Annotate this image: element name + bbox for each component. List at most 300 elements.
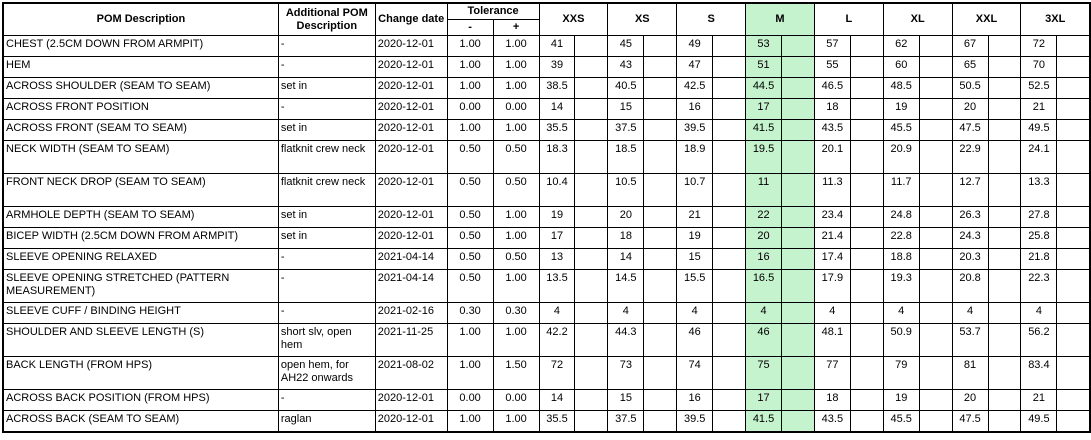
cell-tolerance-minus[interactable]: 0.00	[447, 99, 493, 120]
cell-size-m-spacer[interactable]	[782, 390, 815, 411]
cell-size-xs-spacer[interactable]	[644, 324, 677, 357]
cell-size-xs[interactable]: 45	[608, 36, 644, 57]
cell-size-l-spacer[interactable]	[850, 249, 883, 270]
cell-size-xl-spacer[interactable]	[919, 270, 952, 303]
col-header-size-xxs[interactable]: XXS	[539, 3, 608, 36]
cell-size-s-spacer[interactable]	[713, 270, 746, 303]
cell-size-xl[interactable]: 48.5	[883, 78, 919, 99]
cell-size-s-spacer[interactable]	[713, 303, 746, 324]
cell-size-xxl-spacer[interactable]	[988, 249, 1021, 270]
cell-change-date[interactable]: 2021-04-14	[375, 249, 447, 270]
cell-size-m[interactable]: 17	[746, 390, 782, 411]
cell-size-xxl[interactable]: 20.3	[952, 249, 988, 270]
cell-size-xxl[interactable]: 81	[952, 357, 988, 390]
cell-size-l[interactable]: 77	[814, 357, 850, 390]
cell-size-xxs-spacer[interactable]	[575, 303, 608, 324]
cell-size-m-spacer[interactable]	[782, 207, 815, 228]
cell-size-3xl-spacer[interactable]	[1057, 99, 1090, 120]
cell-size-xl-spacer[interactable]	[919, 411, 952, 432]
cell-change-date[interactable]: 2020-12-01	[375, 228, 447, 249]
cell-size-m-spacer[interactable]	[782, 249, 815, 270]
cell-size-xxl-spacer[interactable]	[988, 390, 1021, 411]
cell-size-3xl[interactable]: 49.5	[1021, 120, 1057, 141]
cell-size-xl[interactable]: 22.8	[883, 228, 919, 249]
cell-size-xl-spacer[interactable]	[919, 174, 952, 207]
cell-tolerance-minus[interactable]: 1.00	[447, 120, 493, 141]
cell-additional-pom[interactable]: flatknit crew neck	[278, 174, 375, 207]
cell-size-3xl[interactable]: 56.2	[1021, 324, 1057, 357]
cell-tolerance-plus[interactable]: 1.00	[493, 411, 539, 432]
cell-tolerance-plus[interactable]: 0.50	[493, 174, 539, 207]
cell-pom-description[interactable]: SHOULDER AND SLEEVE LENGTH (S)	[3, 324, 278, 357]
cell-size-s-spacer[interactable]	[713, 390, 746, 411]
cell-pom-description[interactable]: ACROSS BACK (SEAM TO SEAM)	[3, 411, 278, 432]
cell-size-xxs[interactable]: 17	[539, 228, 575, 249]
cell-size-3xl[interactable]: 13.3	[1021, 174, 1057, 207]
col-header-tolerance-plus[interactable]: +	[493, 20, 539, 36]
cell-size-xs-spacer[interactable]	[644, 270, 677, 303]
cell-size-s[interactable]: 16	[677, 99, 713, 120]
cell-size-xxl[interactable]: 4	[952, 303, 988, 324]
cell-size-s[interactable]: 39.5	[677, 411, 713, 432]
cell-size-xxs-spacer[interactable]	[575, 228, 608, 249]
cell-size-m[interactable]: 22	[746, 207, 782, 228]
col-header-size-xs[interactable]: XS	[608, 3, 677, 36]
cell-size-xxs-spacer[interactable]	[575, 120, 608, 141]
cell-tolerance-plus[interactable]: 1.00	[493, 57, 539, 78]
cell-size-3xl-spacer[interactable]	[1057, 324, 1090, 357]
cell-size-3xl[interactable]: 24.1	[1021, 141, 1057, 174]
cell-size-xxl[interactable]: 20.8	[952, 270, 988, 303]
cell-size-xxs[interactable]: 41	[539, 36, 575, 57]
cell-size-l[interactable]: 21.4	[814, 228, 850, 249]
cell-size-xxs[interactable]: 38.5	[539, 78, 575, 99]
cell-change-date[interactable]: 2021-04-14	[375, 270, 447, 303]
cell-size-xs[interactable]: 4	[608, 303, 644, 324]
cell-size-s[interactable]: 49	[677, 36, 713, 57]
cell-additional-pom[interactable]: -	[278, 270, 375, 303]
cell-size-xxs[interactable]: 19	[539, 207, 575, 228]
cell-size-m[interactable]: 20	[746, 228, 782, 249]
cell-size-l-spacer[interactable]	[850, 174, 883, 207]
cell-size-s[interactable]: 10.7	[677, 174, 713, 207]
cell-change-date[interactable]: 2020-12-01	[375, 99, 447, 120]
cell-tolerance-plus[interactable]: 1.00	[493, 120, 539, 141]
cell-pom-description[interactable]: FRONT NECK DROP (SEAM TO SEAM)	[3, 174, 278, 207]
cell-additional-pom[interactable]: flatknit crew neck	[278, 141, 375, 174]
cell-size-s-spacer[interactable]	[713, 249, 746, 270]
cell-size-xs[interactable]: 37.5	[608, 120, 644, 141]
cell-size-xl[interactable]: 79	[883, 357, 919, 390]
cell-size-xxs-spacer[interactable]	[575, 174, 608, 207]
cell-size-xxs[interactable]: 18.3	[539, 141, 575, 174]
cell-tolerance-minus[interactable]: 1.00	[447, 357, 493, 390]
col-header-size-s[interactable]: S	[677, 3, 746, 36]
cell-tolerance-plus[interactable]: 1.00	[493, 228, 539, 249]
col-header-tolerance-minus[interactable]: -	[447, 20, 493, 36]
cell-tolerance-minus[interactable]: 0.50	[447, 228, 493, 249]
cell-size-m-spacer[interactable]	[782, 57, 815, 78]
cell-size-xl-spacer[interactable]	[919, 78, 952, 99]
cell-size-xs-spacer[interactable]	[644, 120, 677, 141]
cell-size-xxl-spacer[interactable]	[988, 303, 1021, 324]
cell-size-l[interactable]: 17.9	[814, 270, 850, 303]
cell-size-xs-spacer[interactable]	[644, 207, 677, 228]
cell-size-l-spacer[interactable]	[850, 78, 883, 99]
cell-size-3xl-spacer[interactable]	[1057, 303, 1090, 324]
cell-size-m[interactable]: 41.5	[746, 120, 782, 141]
cell-pom-description[interactable]: SLEEVE OPENING RELAXED	[3, 249, 278, 270]
cell-size-xxl[interactable]: 50.5	[952, 78, 988, 99]
cell-tolerance-plus[interactable]: 0.00	[493, 390, 539, 411]
cell-size-s-spacer[interactable]	[713, 411, 746, 432]
col-header-size-l[interactable]: L	[814, 3, 883, 36]
cell-size-m[interactable]: 75	[746, 357, 782, 390]
cell-additional-pom[interactable]: -	[278, 303, 375, 324]
cell-size-xxs-spacer[interactable]	[575, 57, 608, 78]
cell-additional-pom[interactable]: set in	[278, 207, 375, 228]
cell-size-xxs[interactable]: 35.5	[539, 120, 575, 141]
cell-tolerance-plus[interactable]: 0.30	[493, 303, 539, 324]
cell-size-3xl-spacer[interactable]	[1057, 57, 1090, 78]
cell-tolerance-plus[interactable]: 0.50	[493, 141, 539, 174]
cell-size-xxl-spacer[interactable]	[988, 270, 1021, 303]
cell-size-l[interactable]: 11.3	[814, 174, 850, 207]
cell-change-date[interactable]: 2020-12-01	[375, 120, 447, 141]
cell-size-3xl[interactable]: 22.3	[1021, 270, 1057, 303]
cell-size-xxl[interactable]: 22.9	[952, 141, 988, 174]
cell-additional-pom[interactable]: set in	[278, 120, 375, 141]
cell-change-date[interactable]: 2021-08-02	[375, 357, 447, 390]
cell-size-s-spacer[interactable]	[713, 120, 746, 141]
cell-additional-pom[interactable]: -	[278, 99, 375, 120]
cell-tolerance-plus[interactable]: 0.00	[493, 99, 539, 120]
cell-size-m[interactable]: 11	[746, 174, 782, 207]
cell-size-xxs[interactable]: 14	[539, 99, 575, 120]
cell-size-m-spacer[interactable]	[782, 174, 815, 207]
cell-size-3xl-spacer[interactable]	[1057, 357, 1090, 390]
cell-size-s-spacer[interactable]	[713, 36, 746, 57]
cell-tolerance-minus[interactable]: 1.00	[447, 57, 493, 78]
cell-pom-description[interactable]: HEM	[3, 57, 278, 78]
cell-size-3xl-spacer[interactable]	[1057, 228, 1090, 249]
cell-size-m[interactable]: 53	[746, 36, 782, 57]
cell-change-date[interactable]: 2020-12-01	[375, 57, 447, 78]
cell-size-xs[interactable]: 43	[608, 57, 644, 78]
cell-size-xs[interactable]: 18.5	[608, 141, 644, 174]
cell-size-xs[interactable]: 20	[608, 207, 644, 228]
cell-additional-pom[interactable]: -	[278, 390, 375, 411]
cell-size-m-spacer[interactable]	[782, 411, 815, 432]
cell-size-3xl-spacer[interactable]	[1057, 390, 1090, 411]
cell-size-xl-spacer[interactable]	[919, 357, 952, 390]
cell-size-xs[interactable]: 10.5	[608, 174, 644, 207]
cell-size-xxs-spacer[interactable]	[575, 270, 608, 303]
cell-pom-description[interactable]: SLEEVE CUFF / BINDING HEIGHT	[3, 303, 278, 324]
cell-tolerance-minus[interactable]: 1.00	[447, 324, 493, 357]
cell-size-s-spacer[interactable]	[713, 99, 746, 120]
cell-size-m[interactable]: 17	[746, 99, 782, 120]
cell-tolerance-minus[interactable]: 1.00	[447, 36, 493, 57]
cell-size-xxs[interactable]: 4	[539, 303, 575, 324]
cell-size-xl[interactable]: 11.7	[883, 174, 919, 207]
cell-additional-pom[interactable]: set in	[278, 228, 375, 249]
cell-size-m-spacer[interactable]	[782, 357, 815, 390]
cell-tolerance-plus[interactable]: 1.00	[493, 324, 539, 357]
cell-size-xxl[interactable]: 12.7	[952, 174, 988, 207]
cell-size-l[interactable]: 4	[814, 303, 850, 324]
cell-size-xs[interactable]: 15	[608, 99, 644, 120]
cell-size-xl-spacer[interactable]	[919, 207, 952, 228]
cell-size-xxl-spacer[interactable]	[988, 411, 1021, 432]
cell-change-date[interactable]: 2020-12-01	[375, 411, 447, 432]
cell-pom-description[interactable]: BICEP WIDTH (2.5CM DOWN FROM ARMPIT)	[3, 228, 278, 249]
cell-additional-pom[interactable]: raglan	[278, 411, 375, 432]
col-header-size-xxl[interactable]: XXL	[952, 3, 1021, 36]
cell-size-xl-spacer[interactable]	[919, 99, 952, 120]
cell-pom-description[interactable]: SLEEVE OPENING STRETCHED (PATTERN MEASUREMENT)	[3, 270, 278, 303]
cell-size-3xl[interactable]: 25.8	[1021, 228, 1057, 249]
cell-size-xl-spacer[interactable]	[919, 228, 952, 249]
cell-additional-pom[interactable]: -	[278, 57, 375, 78]
cell-size-s[interactable]: 18.9	[677, 141, 713, 174]
cell-size-xl[interactable]: 62	[883, 36, 919, 57]
cell-size-s[interactable]: 16	[677, 390, 713, 411]
cell-size-xs-spacer[interactable]	[644, 303, 677, 324]
cell-size-xs-spacer[interactable]	[644, 174, 677, 207]
col-header-size-3xl[interactable]: 3XL	[1021, 3, 1090, 36]
cell-size-3xl[interactable]: 52.5	[1021, 78, 1057, 99]
cell-pom-description[interactable]: BACK LENGTH (FROM HPS)	[3, 357, 278, 390]
cell-size-3xl[interactable]: 4	[1021, 303, 1057, 324]
cell-size-m[interactable]: 41.5	[746, 411, 782, 432]
cell-size-xxl[interactable]: 47.5	[952, 411, 988, 432]
cell-change-date[interactable]: 2020-12-01	[375, 390, 447, 411]
cell-size-m-spacer[interactable]	[782, 36, 815, 57]
cell-tolerance-minus[interactable]: 0.50	[447, 270, 493, 303]
cell-size-s[interactable]: 15	[677, 249, 713, 270]
cell-size-xxs[interactable]: 14	[539, 390, 575, 411]
cell-size-3xl-spacer[interactable]	[1057, 207, 1090, 228]
cell-size-3xl[interactable]: 49.5	[1021, 411, 1057, 432]
cell-size-m[interactable]: 44.5	[746, 78, 782, 99]
cell-pom-description[interactable]: ACROSS FRONT POSITION	[3, 99, 278, 120]
cell-size-xxl[interactable]: 20	[952, 390, 988, 411]
cell-tolerance-minus[interactable]: 0.50	[447, 249, 493, 270]
cell-size-xxl-spacer[interactable]	[988, 36, 1021, 57]
cell-size-l-spacer[interactable]	[850, 57, 883, 78]
cell-tolerance-plus[interactable]: 1.00	[493, 36, 539, 57]
cell-size-xxs-spacer[interactable]	[575, 99, 608, 120]
cell-change-date[interactable]: 2020-12-01	[375, 174, 447, 207]
cell-size-xxl[interactable]: 47.5	[952, 120, 988, 141]
cell-size-s-spacer[interactable]	[713, 174, 746, 207]
cell-size-l-spacer[interactable]	[850, 411, 883, 432]
cell-change-date[interactable]: 2020-12-01	[375, 36, 447, 57]
cell-pom-description[interactable]: NECK WIDTH (SEAM TO SEAM)	[3, 141, 278, 174]
cell-size-s[interactable]: 46	[677, 324, 713, 357]
cell-size-xs-spacer[interactable]	[644, 411, 677, 432]
cell-tolerance-minus[interactable]: 0.50	[447, 207, 493, 228]
cell-size-3xl-spacer[interactable]	[1057, 120, 1090, 141]
cell-change-date[interactable]: 2021-11-25	[375, 324, 447, 357]
cell-size-l-spacer[interactable]	[850, 270, 883, 303]
cell-size-m[interactable]: 51	[746, 57, 782, 78]
cell-size-xl[interactable]: 50.9	[883, 324, 919, 357]
cell-additional-pom[interactable]: -	[278, 36, 375, 57]
cell-size-m-spacer[interactable]	[782, 141, 815, 174]
cell-size-3xl-spacer[interactable]	[1057, 249, 1090, 270]
cell-size-3xl-spacer[interactable]	[1057, 270, 1090, 303]
cell-size-xs-spacer[interactable]	[644, 357, 677, 390]
cell-size-xl[interactable]: 45.5	[883, 411, 919, 432]
cell-size-l[interactable]: 46.5	[814, 78, 850, 99]
cell-size-xl[interactable]: 24.8	[883, 207, 919, 228]
cell-size-xl[interactable]: 18.8	[883, 249, 919, 270]
cell-size-l[interactable]: 43.5	[814, 120, 850, 141]
cell-size-m[interactable]: 16	[746, 249, 782, 270]
cell-size-xs[interactable]: 18	[608, 228, 644, 249]
cell-additional-pom[interactable]: open hem, for AH22 onwards	[278, 357, 375, 390]
cell-size-xs[interactable]: 15	[608, 390, 644, 411]
cell-additional-pom[interactable]: set in	[278, 78, 375, 99]
col-header-pom-description[interactable]: POM Description	[3, 3, 278, 36]
cell-size-xxl-spacer[interactable]	[988, 357, 1021, 390]
cell-tolerance-minus[interactable]: 0.50	[447, 141, 493, 174]
cell-size-xs-spacer[interactable]	[644, 57, 677, 78]
cell-size-3xl[interactable]: 21.8	[1021, 249, 1057, 270]
cell-additional-pom[interactable]: short slv, open hem	[278, 324, 375, 357]
cell-pom-description[interactable]: ACROSS BACK POSITION (FROM HPS)	[3, 390, 278, 411]
cell-size-m-spacer[interactable]	[782, 228, 815, 249]
cell-size-l[interactable]: 43.5	[814, 411, 850, 432]
cell-size-l[interactable]: 18	[814, 390, 850, 411]
cell-size-xl[interactable]: 4	[883, 303, 919, 324]
col-header-additional-pom[interactable]: Additional POM Description	[278, 3, 375, 36]
cell-size-xxs-spacer[interactable]	[575, 36, 608, 57]
cell-size-xxs[interactable]: 13	[539, 249, 575, 270]
cell-size-s[interactable]: 39.5	[677, 120, 713, 141]
cell-size-s-spacer[interactable]	[713, 228, 746, 249]
cell-size-xxs[interactable]: 72	[539, 357, 575, 390]
cell-size-l[interactable]: 57	[814, 36, 850, 57]
cell-change-date[interactable]: 2020-12-01	[375, 78, 447, 99]
cell-size-xxs-spacer[interactable]	[575, 207, 608, 228]
cell-size-xs-spacer[interactable]	[644, 249, 677, 270]
cell-size-l-spacer[interactable]	[850, 141, 883, 174]
cell-size-s-spacer[interactable]	[713, 57, 746, 78]
cell-size-l[interactable]: 55	[814, 57, 850, 78]
cell-size-m-spacer[interactable]	[782, 324, 815, 357]
cell-size-m-spacer[interactable]	[782, 270, 815, 303]
cell-size-xs-spacer[interactable]	[644, 141, 677, 174]
cell-size-xl[interactable]: 19.3	[883, 270, 919, 303]
cell-size-m-spacer[interactable]	[782, 99, 815, 120]
cell-size-3xl-spacer[interactable]	[1057, 141, 1090, 174]
cell-size-3xl[interactable]: 70	[1021, 57, 1057, 78]
cell-size-3xl[interactable]: 72	[1021, 36, 1057, 57]
cell-size-l-spacer[interactable]	[850, 324, 883, 357]
cell-tolerance-plus[interactable]: 1.50	[493, 357, 539, 390]
cell-size-l-spacer[interactable]	[850, 36, 883, 57]
cell-size-xl-spacer[interactable]	[919, 57, 952, 78]
cell-size-xxs-spacer[interactable]	[575, 357, 608, 390]
cell-size-xxs[interactable]: 39	[539, 57, 575, 78]
cell-size-s[interactable]: 74	[677, 357, 713, 390]
cell-pom-description[interactable]: ACROSS SHOULDER (SEAM TO SEAM)	[3, 78, 278, 99]
cell-size-xl-spacer[interactable]	[919, 120, 952, 141]
cell-size-xxl-spacer[interactable]	[988, 228, 1021, 249]
cell-size-xxl-spacer[interactable]	[988, 324, 1021, 357]
cell-size-s-spacer[interactable]	[713, 357, 746, 390]
cell-pom-description[interactable]: ARMHOLE DEPTH (SEAM TO SEAM)	[3, 207, 278, 228]
cell-size-3xl-spacer[interactable]	[1057, 174, 1090, 207]
cell-size-l-spacer[interactable]	[850, 303, 883, 324]
cell-size-xs[interactable]: 40.5	[608, 78, 644, 99]
col-header-change-date[interactable]: Change date	[375, 3, 447, 36]
col-header-size-m[interactable]: M	[746, 3, 815, 36]
cell-size-m[interactable]: 4	[746, 303, 782, 324]
cell-size-m-spacer[interactable]	[782, 303, 815, 324]
cell-pom-description[interactable]: ACROSS FRONT (SEAM TO SEAM)	[3, 120, 278, 141]
cell-size-xxl[interactable]: 26.3	[952, 207, 988, 228]
cell-size-xxl-spacer[interactable]	[988, 78, 1021, 99]
cell-size-l-spacer[interactable]	[850, 120, 883, 141]
cell-size-xxs-spacer[interactable]	[575, 390, 608, 411]
cell-size-3xl[interactable]: 21	[1021, 99, 1057, 120]
cell-size-xxl-spacer[interactable]	[988, 141, 1021, 174]
cell-tolerance-minus[interactable]: 0.30	[447, 303, 493, 324]
cell-size-s[interactable]: 42.5	[677, 78, 713, 99]
cell-tolerance-plus[interactable]: 1.00	[493, 78, 539, 99]
cell-size-xxs-spacer[interactable]	[575, 141, 608, 174]
cell-size-xl[interactable]: 19	[883, 390, 919, 411]
cell-size-l-spacer[interactable]	[850, 228, 883, 249]
cell-size-l-spacer[interactable]	[850, 390, 883, 411]
cell-size-xxl-spacer[interactable]	[988, 120, 1021, 141]
cell-size-xxs[interactable]: 42.2	[539, 324, 575, 357]
cell-size-3xl[interactable]: 83.4	[1021, 357, 1057, 390]
cell-additional-pom[interactable]: -	[278, 249, 375, 270]
cell-size-l-spacer[interactable]	[850, 357, 883, 390]
cell-size-xxs-spacer[interactable]	[575, 411, 608, 432]
cell-size-m-spacer[interactable]	[782, 78, 815, 99]
cell-tolerance-minus[interactable]: 1.00	[447, 78, 493, 99]
cell-size-3xl[interactable]: 21	[1021, 390, 1057, 411]
cell-size-xl-spacer[interactable]	[919, 141, 952, 174]
cell-size-s[interactable]: 19	[677, 228, 713, 249]
cell-tolerance-minus[interactable]: 0.00	[447, 390, 493, 411]
cell-size-xl-spacer[interactable]	[919, 36, 952, 57]
col-header-size-xl[interactable]: XL	[883, 3, 952, 36]
cell-size-xs-spacer[interactable]	[644, 228, 677, 249]
cell-size-l[interactable]: 23.4	[814, 207, 850, 228]
cell-change-date[interactable]: 2020-12-01	[375, 141, 447, 174]
cell-size-xl-spacer[interactable]	[919, 249, 952, 270]
cell-tolerance-minus[interactable]: 1.00	[447, 411, 493, 432]
cell-size-s-spacer[interactable]	[713, 141, 746, 174]
cell-pom-description[interactable]: CHEST (2.5CM DOWN FROM ARMPIT)	[3, 36, 278, 57]
cell-size-xl-spacer[interactable]	[919, 324, 952, 357]
cell-size-3xl-spacer[interactable]	[1057, 411, 1090, 432]
cell-tolerance-plus[interactable]: 1.00	[493, 270, 539, 303]
cell-size-l[interactable]: 48.1	[814, 324, 850, 357]
cell-change-date[interactable]: 2020-12-01	[375, 207, 447, 228]
cell-size-3xl[interactable]: 27.8	[1021, 207, 1057, 228]
cell-size-xxl-spacer[interactable]	[988, 57, 1021, 78]
cell-size-s[interactable]: 47	[677, 57, 713, 78]
cell-size-xxs-spacer[interactable]	[575, 78, 608, 99]
